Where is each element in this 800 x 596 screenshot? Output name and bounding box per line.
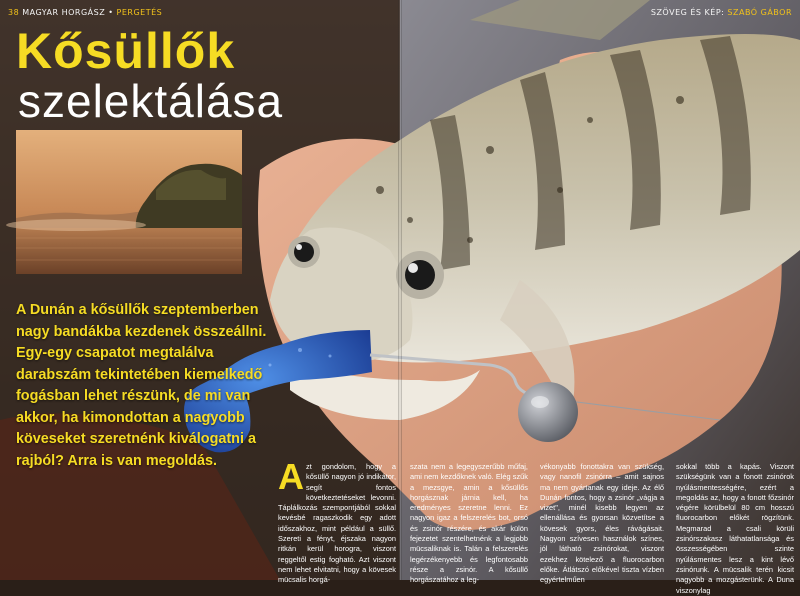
river-landscape-photo <box>16 130 242 274</box>
title-line-1: Kősüllők <box>16 23 236 79</box>
magazine-name: MAGYAR HORGÁSZ <box>22 8 106 17</box>
section-name: PERGETÉS <box>116 8 163 17</box>
body-column-3: vékonyabb fonottakra van szükség, vagy nanofil zsinórra – amit sajnos ma nem gyártanak egy ideje. Az élő Dunán fontos, hogy a zsinór „vágja a vizet", minél kisebb legyen az ellenállása és gyorsan közvetítse a kövesek gyors, éles rávágásait. Nagyon szívesen használok színes, jól látható zsinórokat, viszont ezekhez kötelező a fluorocarbon előke. Átlátszó előkével tiszta vízben egyértelműen <box>540 462 664 585</box>
page-gutter <box>398 0 402 580</box>
body-column-4: sokkal több a kapás. Viszont szükségünk van a fonott zsinórok nyúlásmentességére, ezért a megoldás az, hogy a fonott főzsinór végére körülbelül 80 cm hosszú fluorocarbon előkét rögzítünk. Megmarad a csali körüli zsinórszakasz láthatatlansága és összességében szinte nyúlásmentes lesz a kint lévő zsinórunk. A mücsalik terén kicsit nagyobb a mozgásterünk. A Duna viszonylag <box>676 462 794 595</box>
title-line-2: szelektálása <box>18 75 284 127</box>
drop-cap: A <box>278 456 304 497</box>
body-column-1 <box>278 456 396 586</box>
lead-paragraph: A Dunán a kősüllők szeptemberben nagy bandákba kezdenek összeállni. Egy-egy csapatot megtalálva darabszám tekintetében kiemelkedő fogásban lehet részünk, de mi van akkor, ha kimondottan a nagyobb köveseket szeretnénk kiválogatni a rajból? Arra is van megoldás. <box>16 302 267 469</box>
header-separator: • <box>108 8 117 17</box>
body-column-1-text: zt gondolom, hogy a kősüllő nagyon jó indikátor, segít fontos következtetéseket levonni. Táplálkozás szempontjából sokkal kevésbé ragaszkodik egy adott időszakhoz, mint például a süllő. Szereti a fényt, éjszaka nagyon ritkán kerül horogra, viszont reggeltől estig fogható. Azt viszont nem lehet elvitatni, hogy a kövesek mücsalis horgá- <box>278 462 396 585</box>
body-column-2: szata nem a legegyszerűbb műfaj, ami nem kezdőknek való. Elég szűk a mezsgye, amin a kősüllős horgásznak járnia kell, ha eredményes szeretne lenni. Ez nagyon igaz a felszerelés bot, orsó és zsinór részére, és akár külön fejezetet szentelhetnénk a legjobb mücsaliknak is. Talán a felszerelés legérzékenyebb és legfontosabb része a zsinór. A kősüllő horgászatához a leg- <box>410 462 528 585</box>
header-left <box>8 8 162 17</box>
author-name: SZABÓ GÁBOR <box>727 8 792 17</box>
header-right <box>651 8 792 17</box>
page-number: 38 <box>8 8 20 17</box>
credit-label: SZÖVEG ÉS KÉP: <box>650 8 725 17</box>
